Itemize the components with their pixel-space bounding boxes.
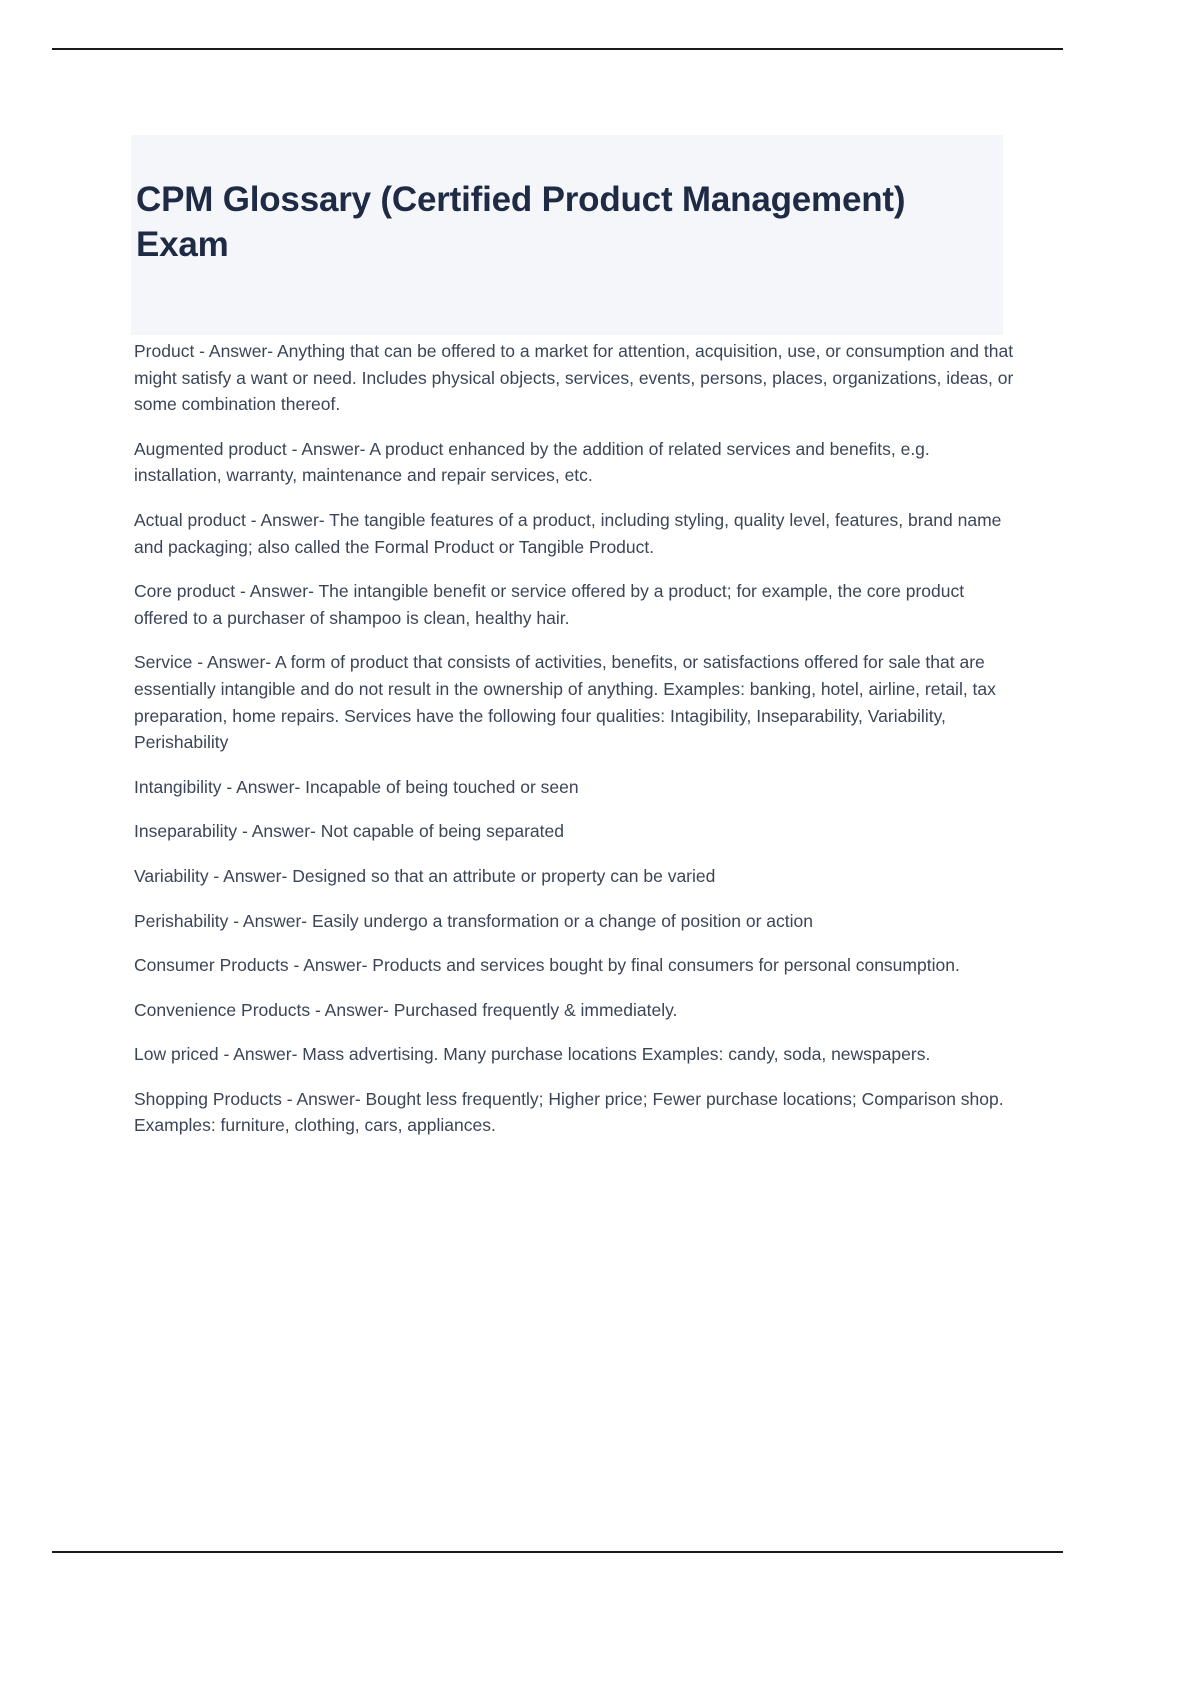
- glossary-entry: Variability - Answer- Designed so that an attribute or property can be varied: [134, 865, 716, 886]
- header-divider: [52, 48, 1063, 50]
- glossary-entry: Low priced - Answer- Mass advertising. Many purchase locations Examples: candy, soda, newspapers.: [134, 1044, 931, 1065]
- glossary-entry: Inseparability - Answer- Not capable of being separated: [134, 821, 564, 842]
- glossary-entry: Service - Answer- A form of product that consists of activities, benefits, or satisfactions offered for sale that are essentially intangible and do not result in the ownership of anything. Examples: banking, hotel, airline, retail, tax preparation, home repairs. Services have the following four qualities: Intagibility, Inseparability, Variability, Perishability: [134, 652, 996, 753]
- glossary-entry: Core product - Answer- The intangible benefit or service offered by a product; for example, the core product offered to a purchaser of shampoo is clean, healthy hair.: [134, 581, 965, 628]
- footer-divider: [52, 1551, 1063, 1553]
- glossary-entry: Augmented product - Answer- A product enhanced by the addition of related services and benefits, e.g. installation, warranty, maintenance and repair services, etc.: [134, 438, 930, 486]
- glossary-entry: Perishability - Answer- Easily undergo a transformation or a change of position or action: [134, 910, 813, 931]
- glossary-entry: Product - Answer- Anything that can be offered to a market for attention, acquisition, use, or consumption and that might satisfy a want or need. Includes physical objects, services, events, persons, places, organizations, ideas, or some combination thereof.: [134, 341, 1014, 415]
- glossary-entry: Intangibility - Answer- Incapable of being touched or seen: [134, 776, 579, 797]
- glossary-entry: Actual product - Answer- The tangible features of a product, including styling, quality level, features, brand name and packaging; also called the Formal Product or Tangible Product.: [134, 509, 1002, 557]
- glossary-entry: Consumer Products - Answer- Products and services bought by final consumers for personal consumption.: [134, 955, 960, 976]
- page-title: CPM Glossary (Certified Product Management) Exam: [136, 180, 906, 264]
- glossary-entry: Shopping Products - Answer- Bought less frequently; Higher price; Fewer purchase locations; Comparison shop. Examples: furniture, clothing, cars, appliances.: [134, 1088, 1004, 1136]
- glossary-entry-list: [134, 338, 1014, 1139]
- glossary-entry: Convenience Products - Answer- Purchased frequently & immediately.: [134, 999, 678, 1020]
